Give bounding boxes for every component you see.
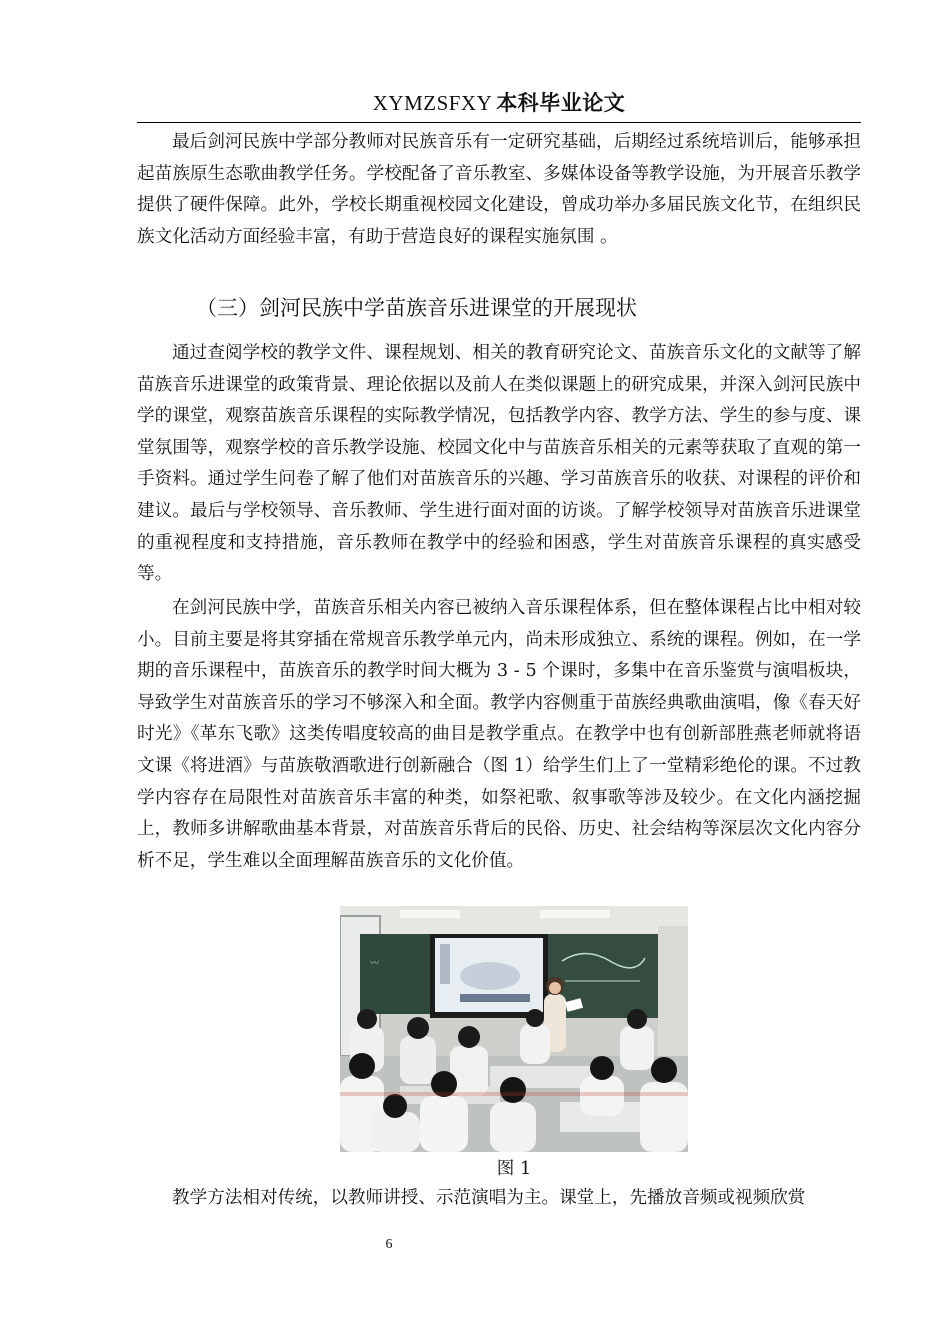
- paragraph-curriculum-status: [137, 593, 861, 877]
- classroom-photo: [340, 906, 688, 1152]
- paragraph-text: 教学方法相对传统，以教师讲授、示范演唱为主。课堂上，先播放音频或视频欣赏: [172, 1188, 806, 1208]
- paragraph-text: 在剑河民族中学，苗族音乐相关内容已被纳入音乐课程体系，但在整体课程占比中相对较小。目前主要是将其穿插在常规音乐教学单元内，尚未形成独立、系统的课程。例如，在一学期的音乐课程中，苗族音乐的教学时间大概为 3 - 5 个课时，多集中在音乐鉴赏与演唱板块，导致学生对苗族音乐的学习不够深入和全面。教学内容侧重于苗族经典歌曲演唱，像《春天好时光》《革东飞歌》这类传唱度较高的曲目是教学重点。在教学中也有创新部胜燕老师就将语文课《将进酒》与苗族敬酒歌进行创新融合（图 1）给学生们上了一堂精彩绝伦的课。不过教学内容存在局限性对苗族音乐丰富的种类，如祭祀歌、叙事歌等涉及较少。在文化内涵挖掘上，教师多讲解歌曲基本背景，对苗族音乐背后的民俗、历史、社会结构等深层次文化内容分析不足，学生难以全面理解苗族音乐的文化价值。: [137, 598, 861, 871]
- svg-text:〰: 〰: [370, 959, 380, 969]
- header-school-code: XYMZSFXY: [372, 91, 493, 115]
- page-number: 6: [385, 1237, 393, 1252]
- paragraph-text: 最后剑河民族中学部分教师对民族音乐有一定研究基础，后期经过系统培训后，能够承担起苗族原生态歌曲教学任务。学校配备了音乐教室、多媒体设备等教学设施，为开展音乐教学提供了硬件保障。此外，学校长期重视校园文化建设，曾成功举办多届民族文化节，在组织民族文化活动方面经验丰富，有助于营造良好的课程实施氛围 。: [137, 132, 861, 247]
- figure-caption: 图 1: [496, 1159, 532, 1179]
- section-heading: （三）剑河民族中学苗族音乐进课堂的开展现状: [196, 296, 637, 320]
- paragraph-text: 通过查阅学校的教学文件、课程规划、相关的教育研究论文、苗族音乐文化的文献等了解苗族音乐进课堂的政策背景、理论依据以及前人在类似课题上的研究成果，并深入剑河民族中学的课堂，观察苗族音乐课程的实际教学情况，包括教学内容、教学方法、学生的参与度、课堂氛围等，观察学校的音乐教学设施、校园文化中与苗族音乐相关的元素等获取了直观的第一手资料。通过学生问卷了解了他们对苗族音乐的兴趣、学习苗族音乐的收获、对课程的评价和建议。最后与学校领导、音乐教师、学生进行面对面的访谈。了解学校领导对苗族音乐进课堂的重视程度和支持措施，音乐教师在教学中的经验和困惑，学生对苗族音乐课程的真实感受等。: [137, 343, 861, 585]
- header-thesis-label: 本科毕业论文: [496, 91, 626, 115]
- paragraph-teachers-facilities: [137, 127, 861, 253]
- paragraph-teaching-methods: [137, 1183, 861, 1215]
- paragraph-research-methods: [137, 338, 861, 591]
- page-header: [137, 86, 861, 123]
